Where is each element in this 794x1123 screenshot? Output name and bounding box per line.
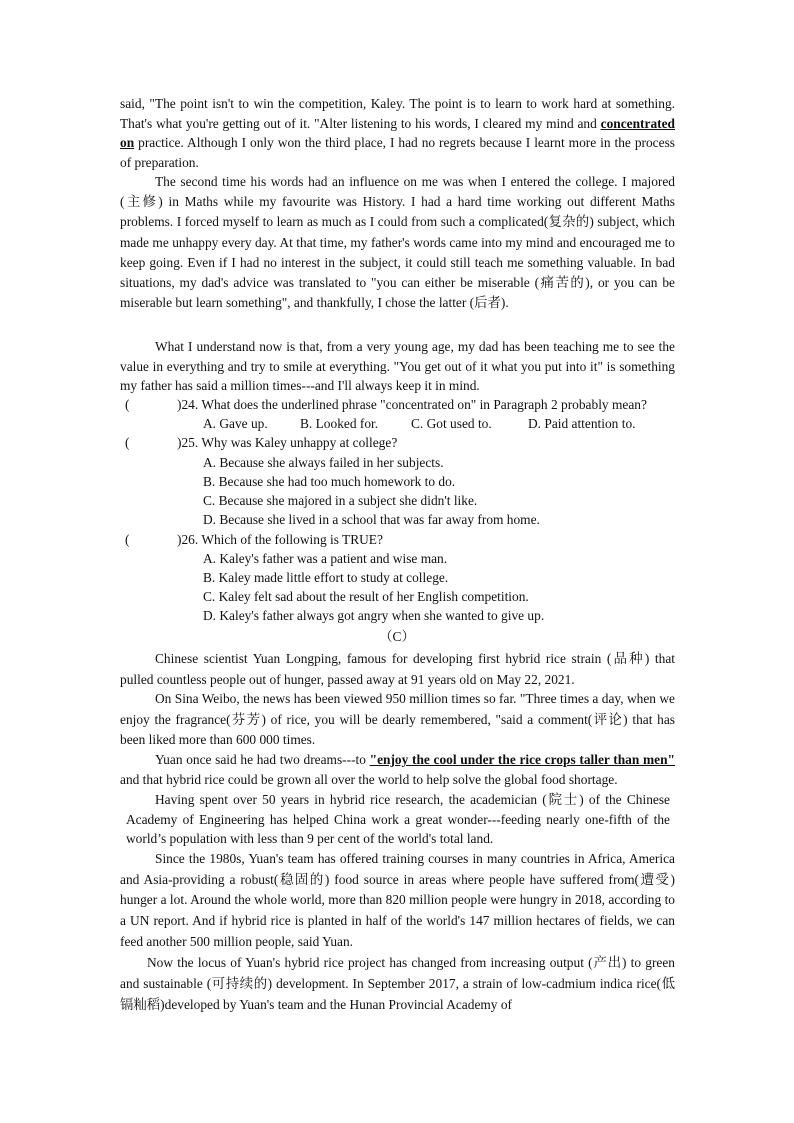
c-paragraph-6 bbox=[120, 952, 675, 1015]
c-paragraph-3-text-b: and that hybrid rice could be grown all over the world to help solve the global food shortage. bbox=[120, 771, 618, 787]
paragraph-3 bbox=[120, 337, 675, 396]
c-paragraph-1-text: Chinese scientist Yuan Longping, famous for developing first hybrid rice strain (品种) that pulled countless people out of hunger, passed away at 91 years old on May 22, 2021. bbox=[120, 651, 675, 687]
answer-blank-close: ) bbox=[177, 397, 182, 412]
question-25 bbox=[125, 433, 397, 452]
option-b: B. Kaley made little effort to study at college. bbox=[203, 570, 449, 585]
c-paragraph-5-text: Since the 1980s, Yuan's team has offered training courses in many countries in Africa, America and Asia-providing a robust(稳固的) food source in areas where people have suffered from(遭受) hunger a lot. Around the whole world, more than 820 million people were hungry in 2018, according to a UN report. And if hybrid rice is planted in half of the world's 147 million hectares of fields, we can feed another 500 million people, said Yuan. bbox=[120, 851, 675, 949]
answer-blank-open: ( bbox=[125, 532, 130, 547]
option-a: A. Gave up. bbox=[203, 416, 268, 431]
c-paragraph-2-text: On Sina Weibo, the news has been viewed 950 million times so far. "Three times a day, when we enjoy the fragrance(芬芳) of rice, you will be dearly remembered, "said a comment(评论) that has been liked more than 600 000 times. bbox=[120, 691, 675, 747]
paragraph-2 bbox=[120, 172, 675, 313]
c-paragraph-5 bbox=[120, 849, 675, 953]
option-d: D. Paid attention to. bbox=[528, 416, 636, 431]
section-heading: （C） bbox=[379, 629, 415, 644]
option-c: C. Got used to. bbox=[411, 416, 492, 431]
option-c: C. Because she majored in a subject she didn't like. bbox=[203, 493, 478, 508]
c-paragraph-4 bbox=[126, 790, 670, 849]
answer-blank-open: ( bbox=[125, 397, 130, 412]
question-text: 26. Which of the following is TRUE? bbox=[181, 532, 383, 547]
option-b: B. Because she had too much homework to do. bbox=[203, 474, 456, 489]
paragraph-1-text-a: said, "The point isn't to win the competition, Kaley. The point is to learn to work hard at something. That's what you're getting out of it. "Alter listening to his words, I cleared my mind and bbox=[120, 96, 675, 131]
question-24-options bbox=[203, 414, 636, 433]
c-paragraph-3 bbox=[120, 750, 675, 789]
underlined-phrase: concentrated on bbox=[120, 115, 675, 151]
option-d: D. Because she lived in a school that was far away from home. bbox=[203, 512, 540, 527]
question-26 bbox=[125, 530, 383, 549]
option-c: C. Kaley felt sad about the result of her English competition. bbox=[203, 589, 529, 604]
c-paragraph-2 bbox=[120, 689, 675, 751]
question-25-options bbox=[203, 453, 540, 529]
answer-blank-close: ) bbox=[177, 532, 182, 547]
paragraph-1 bbox=[120, 94, 675, 172]
option-d: D. Kaley's father always got angry when she wanted to give up. bbox=[203, 608, 545, 623]
option-a: A. Because she always failed in her subjects. bbox=[203, 455, 444, 470]
answer-blank-close: ) bbox=[177, 435, 182, 450]
question-text: 25. Why was Kaley unhappy at college? bbox=[181, 435, 398, 450]
c-paragraph-6-text: Now the locus of Yuan's hybrid rice project has changed from increasing output (产出) to green and sustainable (可持续的) development. In September 2017, a strain of low-cadmium indica rice(低镉籼稻)developed by Yuan's team and the Hunan Provincial Academy of bbox=[120, 955, 675, 1012]
question-text: 24. What does the underlined phrase "concentrated on" in Paragraph 2 probably mean? bbox=[181, 397, 647, 412]
c-paragraph-4-text: Having spent over 50 years in hybrid rice research, the academician (院士) of the Chinese Academy of Engineering has helped China work a great wonder---feeding nearly one-fifth of the world’s population with less than 9 per cent of the world's total land. bbox=[126, 792, 670, 847]
question-26-options bbox=[203, 549, 544, 625]
question-24 bbox=[125, 395, 647, 414]
underlined-quote: "enjoy the cool under the rice crops taller than men" bbox=[369, 752, 675, 767]
paragraph-1-text-b: practice. Although I only won the third place, I had no regrets because I learnt more in the process of preparation. bbox=[120, 135, 675, 170]
paragraph-3-text: What I understand now is that, from a very young age, my dad has been teaching me to see the value in everything and try to smile at everything. "You get out of it what you put into it" is something my father has said a million times---and I'll always keep it in mind. bbox=[120, 339, 675, 394]
option-a: A. Kaley's father was a patient and wise man. bbox=[203, 551, 448, 566]
answer-blank-open: ( bbox=[125, 435, 130, 450]
paragraph-2-text: The second time his words had an influence on me was when I entered the college. I majored (主修) in Maths while my favourite was History. I had a hard time working out different Maths problems. I forced myself to learn as much as I could from such a complicated(复杂的) subject, which made me unhappy every day. At that time, my father's words came into my mind and encouraged me to keep going. Even if I had no interest in the subject, it could still teach me something valuable. In bad situations, my dad's advice was translated to "you can either be miserable (痛苦的), or you can be miserable but learn something", and thankfully, I chose the latter (后者). bbox=[120, 174, 675, 311]
c-paragraph-3-text-a: Yuan once said he had two dreams---to bbox=[155, 752, 370, 767]
option-b: B. Looked for. bbox=[300, 416, 379, 431]
c-paragraph-1 bbox=[120, 649, 675, 690]
